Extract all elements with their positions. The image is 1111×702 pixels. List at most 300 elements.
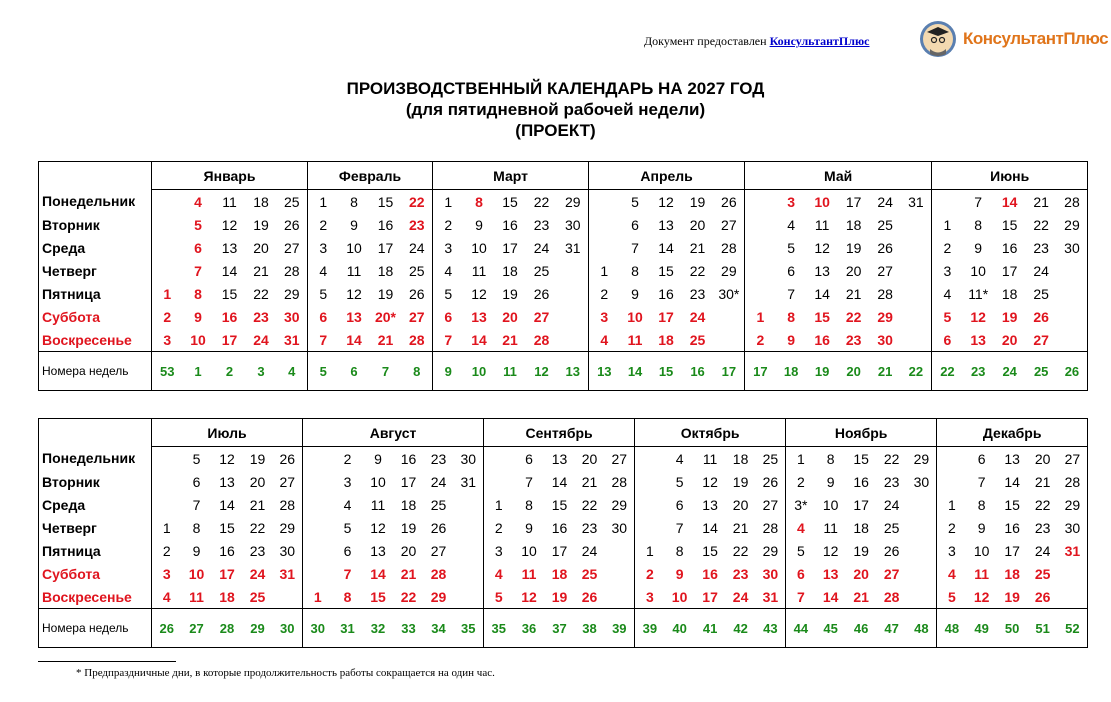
day-cell: 16 (221, 308, 238, 325)
day-cell: 23 (845, 331, 862, 348)
day-cell: 8 (787, 308, 795, 325)
day-cell: 17 (1001, 262, 1018, 279)
week-number: 32 (363, 609, 394, 648)
day-cell: 16 (814, 331, 830, 348)
week-number: 45 (816, 609, 846, 648)
day-cell (303, 562, 333, 585)
weekday-row (39, 328, 1088, 352)
day-cell: 25 (877, 216, 893, 233)
day-cell: 22 (249, 519, 266, 536)
day-cell: 8 (675, 542, 684, 559)
day-cell: 19 (502, 285, 518, 302)
week-number: 50 (997, 609, 1028, 648)
day-cell: 26 (721, 193, 737, 210)
day-cell: 13 (221, 239, 238, 256)
day-cell: 10 (346, 239, 362, 256)
day-cell: 3 (152, 562, 182, 585)
day-cell (454, 585, 484, 609)
weekday-row (39, 190, 1088, 214)
day-cell: 1 (635, 539, 665, 562)
day-cell (937, 470, 967, 493)
day-cell: 31 (762, 588, 779, 605)
day-cell: 29 (913, 450, 930, 467)
week-number: 40 (665, 609, 695, 648)
day-cell: 2 (152, 305, 183, 328)
day-cell (454, 493, 484, 516)
logo-name: КонсультантПлюс (963, 29, 1109, 48)
day-cell: 6 (786, 562, 816, 585)
day-cell: 26 (877, 239, 893, 256)
day-cell (907, 516, 937, 539)
day-cell (589, 236, 620, 259)
day-cell: 19 (1001, 308, 1018, 325)
day-cell: 27 (533, 308, 550, 325)
day-cell: 23 (732, 565, 749, 582)
day-cell: 6 (977, 450, 986, 467)
day-cell: 16 (658, 285, 674, 302)
day-cell: 12 (970, 308, 986, 325)
day-cell: 20 (689, 216, 706, 233)
day-cell: 11 (974, 565, 990, 582)
week-numbers-label: Номера недель (39, 352, 152, 391)
day-cell: 13 (970, 331, 986, 348)
day-cell: 22 (408, 193, 425, 210)
day-cell: 31 (283, 331, 300, 348)
month-name: Октябрь (635, 419, 786, 447)
day-cell: 20 (732, 496, 749, 513)
day-cell: 24 (689, 308, 706, 325)
day-cell: 28 (533, 331, 550, 348)
day-cell: 18 (853, 519, 869, 536)
month-header-row (39, 419, 1088, 447)
day-cell (635, 447, 665, 471)
day-cell: 5 (786, 539, 816, 562)
day-cell: 19 (377, 285, 394, 302)
day-cell: 11 (222, 193, 237, 210)
month-header-spacer (39, 419, 152, 447)
week-number: 10 (464, 352, 495, 391)
day-cell: 9 (525, 519, 533, 536)
week-number: 51 (1028, 609, 1058, 648)
day-cell: 15 (502, 193, 518, 210)
weekday-row (39, 259, 1088, 282)
day-cell: 12 (973, 588, 990, 605)
week-number: 21 (870, 352, 901, 391)
day-cell: 31 (1058, 539, 1088, 562)
week-number: 14 (620, 352, 651, 391)
day-cell: 23 (1034, 519, 1051, 536)
day-cell: 18 (658, 331, 674, 348)
title-line-3: (ПРОЕКТ) (515, 121, 596, 140)
day-cell: 26 (279, 450, 296, 467)
day-cell: 2 (308, 213, 339, 236)
day-cell: 12 (658, 193, 674, 210)
month-name: Май (745, 162, 932, 190)
day-cell: 9 (977, 519, 986, 536)
day-cell (901, 259, 932, 282)
day-cell: 22 (253, 285, 269, 302)
day-cell: 7 (308, 328, 339, 352)
day-cell: 17 (658, 308, 674, 325)
day-cell: 10 (627, 308, 643, 325)
day-cell: 5 (937, 585, 967, 609)
day-cell (152, 190, 183, 214)
day-cell: 21 (253, 262, 269, 279)
week-number: 11 (495, 352, 526, 391)
day-cell (901, 213, 932, 236)
day-cell: 13 (370, 542, 386, 559)
day-cell: 27 (283, 239, 300, 256)
day-cell (907, 562, 937, 585)
day-cell: 17 (845, 193, 862, 210)
day-cell: 14 (219, 496, 235, 513)
day-cell: 11 (814, 216, 830, 233)
day-cell: 8 (475, 193, 483, 210)
day-cell: 13 (471, 308, 487, 325)
day-cell: 2 (745, 328, 776, 352)
day-cell (901, 328, 932, 352)
day-cell: 23 (883, 473, 900, 490)
day-cell: 30 (913, 473, 930, 490)
day-cell: 5 (194, 216, 202, 233)
day-cell: 8 (192, 519, 201, 536)
day-cell: 24 (533, 239, 550, 256)
day-cell: 31 (908, 193, 924, 210)
day-cell: 4 (152, 585, 182, 609)
month-name: Июнь (932, 162, 1088, 190)
day-cell: 23 (408, 216, 425, 233)
day-cell: 19 (689, 193, 706, 210)
week-number: 37 (545, 609, 575, 648)
day-cell: 17 (702, 588, 718, 605)
week-number: 44 (786, 609, 816, 648)
day-cell: 8 (977, 496, 986, 513)
day-cell (303, 539, 333, 562)
day-cell: 21 (581, 473, 598, 490)
day-cell: 11 (346, 262, 362, 279)
day-cell: 18 (400, 496, 417, 513)
day-cell: 13 (219, 473, 235, 490)
day-cell: 12 (370, 519, 386, 536)
day-cell (901, 236, 932, 259)
day-cell (152, 259, 183, 282)
day-cell: 1 (152, 282, 183, 305)
day-cell: 13 (814, 262, 830, 279)
day-cell: 11 (823, 519, 838, 536)
day-cell: 16 (1001, 239, 1018, 256)
day-cell: 28 (721, 239, 737, 256)
day-cell: 14 (1004, 473, 1020, 490)
day-cell: 6 (192, 473, 201, 490)
weekday-label: Среда (39, 236, 152, 259)
day-cell: 4 (194, 193, 202, 210)
day-cell: 27 (408, 308, 425, 325)
week-number: 47 (877, 609, 907, 648)
day-cell (454, 562, 484, 585)
day-cell: 3 (484, 539, 514, 562)
day-cell: 2 (635, 562, 665, 585)
weekday-label: Суббота (39, 305, 152, 328)
day-cell: 24 (1034, 542, 1051, 559)
day-cell (1057, 259, 1088, 282)
calendar-table-first-half (38, 161, 1088, 391)
day-cell: 24 (883, 496, 900, 513)
day-cell: 27 (1033, 331, 1049, 348)
week-number: 22 (901, 352, 932, 391)
day-cell: 15 (1004, 496, 1020, 513)
day-cell: 3* (786, 493, 816, 516)
day-cell: 17 (551, 542, 568, 559)
day-cell: 22 (1033, 216, 1049, 233)
day-cell: 30 (564, 216, 581, 233)
day-cell: 7 (675, 519, 684, 536)
day-cell: 2 (932, 236, 963, 259)
day-cell: 15 (370, 588, 386, 605)
day-cell: 28 (611, 473, 628, 490)
day-cell (589, 213, 620, 236)
day-cell: 10 (671, 588, 688, 605)
day-cell: 25 (430, 496, 447, 513)
day-cell: 12 (814, 239, 830, 256)
week-number: 18 (776, 352, 807, 391)
day-cell: 15 (377, 193, 394, 210)
day-cell: 6 (308, 305, 339, 328)
weekday-row (39, 585, 1088, 609)
day-cell: 28 (877, 285, 893, 302)
week-number: 3 (246, 352, 277, 391)
day-cell: 27 (762, 496, 779, 513)
logo-icon (919, 20, 957, 58)
weekday-label: Пятница (39, 539, 152, 562)
day-cell: 30 (611, 519, 628, 536)
day-cell (273, 585, 303, 609)
day-cell: 11* (968, 285, 989, 302)
day-cell: 8 (974, 216, 983, 233)
day-cell: 15 (221, 285, 238, 302)
day-cell: 27 (721, 216, 737, 233)
day-cell: 16 (702, 565, 718, 582)
day-cell: 17 (853, 496, 869, 513)
day-cell: 25 (762, 450, 779, 467)
month-name: Март (433, 162, 589, 190)
week-number: 27 (182, 609, 212, 648)
day-cell: 4 (589, 328, 620, 352)
day-cell: 18 (377, 262, 394, 279)
day-cell: 11 (370, 496, 386, 513)
month-header-spacer (39, 162, 152, 190)
day-cell: 24 (253, 331, 269, 348)
day-cell: 20 (1034, 450, 1051, 467)
day-cell: 27 (611, 450, 628, 467)
day-cell: 6 (194, 239, 202, 256)
day-cell: 24 (877, 193, 893, 210)
day-cell (303, 470, 333, 493)
day-cell: 26 (1033, 308, 1049, 325)
day-cell: 9 (675, 565, 684, 582)
week-number: 25 (1026, 352, 1057, 391)
day-cell: 11 (521, 565, 537, 582)
day-cell: 28 (430, 565, 447, 582)
week-number: 24 (994, 352, 1026, 391)
day-cell: 8 (826, 450, 835, 467)
day-cell: 2 (484, 516, 514, 539)
day-cell: 1 (433, 190, 464, 214)
weekday-row (39, 470, 1088, 493)
day-cell: 31 (564, 239, 581, 256)
day-cell: 8 (343, 588, 352, 605)
day-cell (1058, 585, 1088, 609)
day-cell: 18 (732, 450, 749, 467)
day-cell: 10 (370, 473, 386, 490)
day-cell: 4 (484, 562, 514, 585)
day-cell (907, 585, 937, 609)
week-number: 42 (726, 609, 756, 648)
day-cell: 5 (192, 450, 201, 467)
week-number: 49 (967, 609, 997, 648)
day-cell (605, 562, 635, 585)
day-cell: 28 (1058, 470, 1088, 493)
day-cell: 6 (343, 542, 352, 559)
day-cell (454, 539, 484, 562)
day-cell (152, 447, 182, 471)
day-cell: 22 (1034, 496, 1051, 513)
day-cell: 14 (370, 565, 386, 582)
day-cell: 20 (249, 473, 266, 490)
month-name: Апрель (589, 162, 745, 190)
day-cell: 2 (433, 213, 464, 236)
week-number: 17 (745, 352, 776, 391)
day-cell: 20 (502, 308, 518, 325)
day-cell: 1 (152, 516, 182, 539)
day-cell: 16 (1004, 519, 1020, 536)
day-cell: 29 (279, 519, 296, 536)
day-cell: 7 (192, 496, 201, 513)
day-cell: 28 (408, 331, 425, 348)
day-cell (932, 190, 963, 214)
week-number: 33 (394, 609, 424, 648)
day-cell: 23 (1033, 239, 1049, 256)
day-cell: 15 (853, 450, 869, 467)
week-number: 26 (1057, 352, 1088, 391)
week-number: 34 (424, 609, 454, 648)
day-cell: 11 (471, 262, 487, 279)
day-cell (589, 190, 620, 214)
day-cell: 14 (221, 262, 238, 279)
day-cell: 11 (627, 331, 643, 348)
day-cell: 1 (786, 447, 816, 471)
day-cell: 16 (377, 216, 394, 233)
week-number: 48 (907, 609, 937, 648)
month-header-row (39, 162, 1088, 190)
week-number: 13 (558, 352, 589, 391)
week-number: 7 (370, 352, 402, 391)
day-cell: 15 (551, 496, 568, 513)
week-number: 23 (963, 352, 994, 391)
day-cell: 12 (521, 588, 537, 605)
week-number: 5 (308, 352, 339, 391)
day-cell: 16 (551, 519, 568, 536)
day-cell: 3 (932, 259, 963, 282)
day-cell: 6 (631, 216, 639, 233)
day-cell: 21 (732, 519, 749, 536)
day-cell: 6 (675, 496, 684, 513)
week-numbers-row (39, 609, 1088, 648)
day-cell: 7 (787, 285, 795, 302)
weekday-row (39, 213, 1088, 236)
day-cell: 25 (408, 262, 425, 279)
day-cell: 30* (718, 285, 740, 302)
day-cell: 22 (845, 308, 862, 325)
provider-link[interactable]: КонсультантПлюс (769, 34, 870, 48)
week-number: 30 (303, 609, 333, 648)
day-cell: 6 (525, 450, 533, 467)
day-cell (454, 516, 484, 539)
day-cell: 1 (745, 305, 776, 328)
weekday-row (39, 282, 1088, 305)
day-cell (1057, 282, 1088, 305)
day-cell: 19 (253, 216, 269, 233)
day-cell: 30 (283, 308, 300, 325)
day-cell: 4 (308, 259, 339, 282)
day-cell: 3 (787, 193, 795, 210)
day-cell: 29 (762, 542, 779, 559)
day-cell: 24 (1033, 262, 1049, 279)
day-cell: 10 (970, 262, 986, 279)
day-cell (558, 328, 589, 352)
day-cell: 23 (430, 450, 447, 467)
day-cell: 24 (732, 588, 749, 605)
week-number: 38 (575, 609, 605, 648)
week-number: 28 (212, 609, 243, 648)
day-cell: 5 (675, 473, 684, 490)
day-cell: 7 (343, 565, 352, 582)
day-cell: 19 (551, 588, 568, 605)
week-number: 6 (339, 352, 370, 391)
day-cell: 4 (937, 562, 967, 585)
day-cell: 2 (589, 282, 620, 305)
day-cell: 2 (937, 516, 967, 539)
day-cell: 3 (433, 236, 464, 259)
day-cell: 20 (853, 565, 869, 582)
day-cell: 28 (1057, 190, 1088, 214)
day-cell: 27 (877, 262, 893, 279)
day-cell: 29 (877, 308, 893, 325)
day-cell (605, 585, 635, 609)
provider-text: Документ предоставлен (644, 34, 767, 48)
month-name: Февраль (308, 162, 433, 190)
weekday-label: Четверг (39, 516, 152, 539)
weekday-label: Понедельник (39, 447, 152, 471)
day-cell (901, 282, 932, 305)
weekday-row (39, 493, 1088, 516)
day-cell (714, 305, 745, 328)
day-cell: 1 (484, 493, 514, 516)
week-number: 53 (152, 352, 183, 391)
day-cell: 9 (826, 473, 835, 490)
day-cell: 3 (152, 328, 183, 352)
day-cell: 20 (400, 542, 417, 559)
day-cell: 8 (631, 262, 639, 279)
week-number: 48 (937, 609, 967, 648)
day-cell: 23 (253, 308, 269, 325)
day-cell: 1 (589, 259, 620, 282)
day-cell: 20* (374, 308, 397, 325)
day-cell: 25 (1033, 285, 1049, 302)
day-cell (745, 190, 776, 214)
day-cell: 27 (430, 542, 447, 559)
day-cell: 25 (283, 193, 300, 210)
day-cell: 14 (1001, 193, 1018, 210)
